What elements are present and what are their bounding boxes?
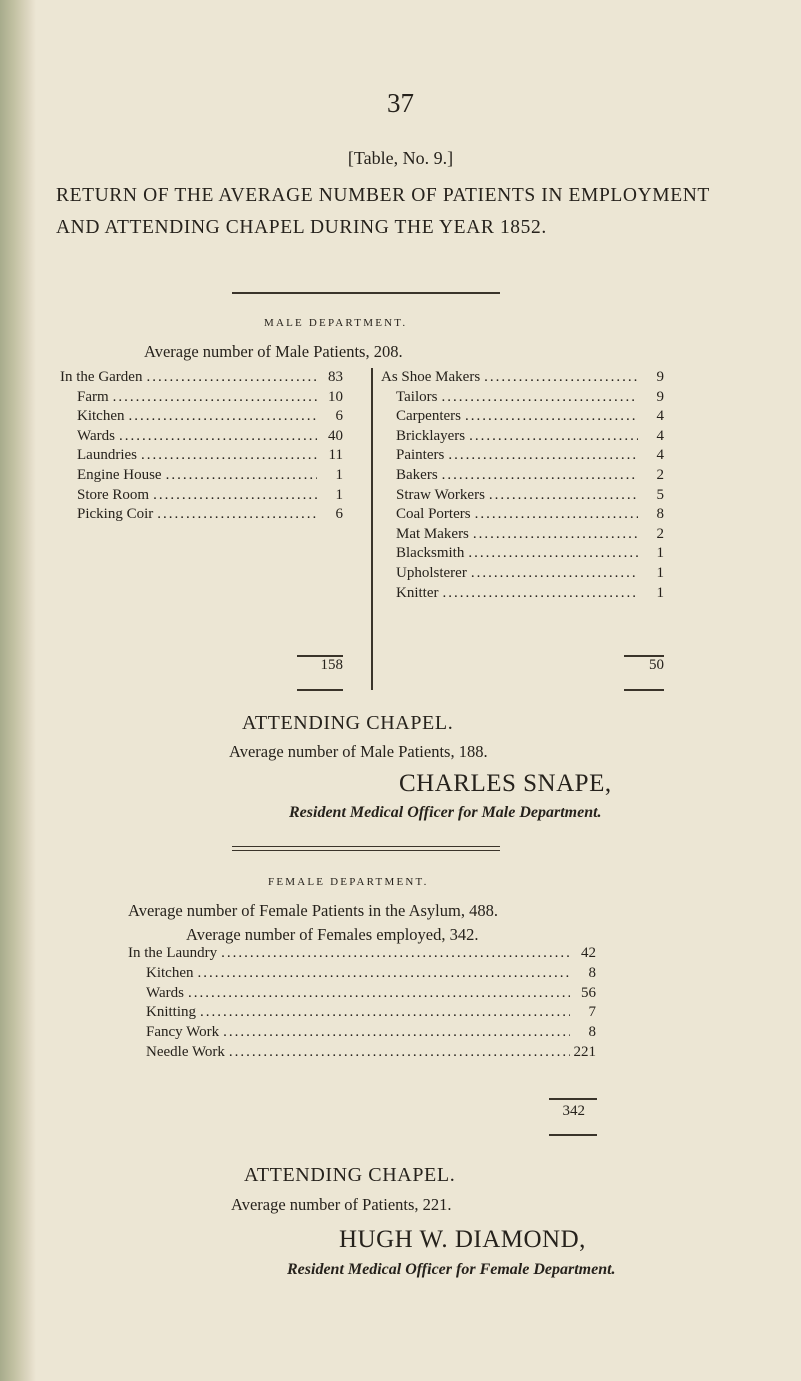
male-department-heading: MALE DEPARTMENT. (264, 317, 408, 329)
list-item (77, 428, 343, 448)
list-item (381, 369, 664, 389)
male-chapel-heading: ATTENDING CHAPEL. (242, 712, 454, 734)
item-label: Kitchen (146, 964, 194, 981)
list-item (396, 545, 664, 565)
list-item (396, 408, 664, 428)
female-officer-title: Resident Medical Officer for Female Department. (287, 1261, 616, 1278)
dot-leader (153, 487, 317, 504)
item-value: 1 (656, 565, 664, 581)
list-item (77, 487, 343, 507)
male-average-line: Average number of Male Patients, 208. (144, 342, 403, 361)
page-number: 37 (387, 88, 414, 118)
item-label: Kitchen (77, 408, 125, 425)
item-label: Knitting (146, 1004, 197, 1021)
dot-leader (443, 585, 639, 602)
department-double-rule-top (232, 846, 500, 847)
item-value: 221 (573, 1044, 596, 1060)
item-label: Store Room (77, 486, 150, 503)
item-label: As Shoe Makers (381, 369, 481, 385)
item-value: 5 (656, 486, 664, 503)
list-item (77, 467, 343, 487)
item-value: 10 (328, 388, 343, 405)
list-item (60, 369, 343, 389)
list-item (396, 467, 664, 487)
female-average-line: Average number of Female Patients in the Asylum, 488. (128, 901, 498, 920)
item-label: Straw Workers (396, 486, 485, 503)
dot-leader (223, 1024, 570, 1041)
item-value: 6 (335, 408, 343, 425)
female-total: 342 (562, 1103, 585, 1119)
dot-leader (489, 487, 638, 504)
item-value: 9 (656, 388, 664, 405)
item-value: 8 (656, 506, 664, 523)
item-value: 2 (656, 467, 664, 483)
dot-leader (146, 369, 317, 386)
list-item (396, 389, 664, 409)
title-rule (232, 292, 500, 294)
list-item (146, 1024, 596, 1044)
item-label: Picking Coir (77, 506, 154, 523)
dot-leader (229, 1044, 570, 1061)
item-label: In the Laundry (128, 945, 218, 961)
dot-leader (221, 945, 570, 962)
item-label: Upholsterer (396, 565, 467, 581)
item-label: Engine House (77, 467, 162, 483)
male-officer-title: Resident Medical Officer for Male Department. (289, 804, 602, 821)
list-item (77, 447, 343, 467)
dot-leader (484, 369, 638, 386)
department-double-rule-bottom (232, 850, 500, 851)
item-value: 8 (588, 964, 596, 981)
female-officer-name: HUGH W. DIAMOND, (339, 1226, 586, 1253)
dot-leader (475, 506, 638, 523)
item-label: Bricklayers (396, 427, 466, 444)
dot-leader (141, 447, 317, 464)
item-label: Carpenters (396, 408, 461, 425)
item-label: Mat Makers (396, 525, 469, 542)
dot-leader (471, 565, 638, 582)
item-label: Blacksmith (396, 545, 465, 562)
male-left-total-underline (297, 689, 343, 691)
list-item (146, 965, 596, 985)
item-label: Laundries (77, 447, 137, 464)
list-item (396, 428, 664, 448)
table-label: [Table, No. 9.] (347, 148, 454, 168)
female-department-heading: FEMALE DEPARTMENT. (268, 876, 429, 888)
male-right-total-underline (624, 689, 664, 691)
item-label: Fancy Work (146, 1024, 220, 1041)
dot-leader (448, 447, 638, 464)
female-chapel-line: Average number of Patients, 221. (231, 1195, 452, 1214)
item-label: Farm (77, 388, 109, 405)
page-edge-shadow (0, 0, 36, 1381)
list-item (77, 506, 343, 526)
item-value: 40 (328, 427, 343, 444)
list-item (146, 985, 596, 1005)
list-item (396, 585, 664, 605)
item-value: 8 (588, 1024, 596, 1041)
female-total-rule (549, 1098, 597, 1100)
male-officer-name: CHARLES SNAPE, (399, 770, 612, 797)
item-label: Tailors (396, 388, 438, 405)
list-item (77, 389, 343, 409)
item-label: Painters (396, 447, 445, 464)
list-item (77, 408, 343, 428)
female-chapel-heading: ATTENDING CHAPEL. (244, 1164, 456, 1186)
item-value: 1 (656, 545, 664, 562)
item-label: Coal Porters (396, 506, 471, 523)
list-item (146, 1004, 596, 1024)
dot-leader (166, 467, 317, 484)
item-value: 1 (335, 486, 343, 503)
dot-leader (197, 965, 570, 982)
dot-leader (188, 985, 570, 1002)
item-label: In the Garden (60, 369, 143, 385)
list-item (128, 945, 596, 965)
item-label: Wards (77, 427, 115, 444)
list-item (396, 526, 664, 546)
list-item (146, 1044, 596, 1064)
dot-leader (200, 1004, 570, 1021)
item-value: 4 (656, 427, 664, 444)
female-total-underline (549, 1134, 597, 1136)
item-label: Needle Work (146, 1044, 225, 1060)
list-item (396, 447, 664, 467)
male-chapel-line: Average number of Male Patients, 188. (229, 742, 488, 761)
dot-leader (113, 389, 317, 406)
dot-leader (465, 408, 638, 425)
item-value: 42 (581, 945, 596, 961)
list-item (396, 506, 664, 526)
document-title: RETURN OF THE AVERAGE NUMBER OF PATIENTS IN EMPLOYMENT AND ATTENDING CHAPEL DURING THE YEAR 1852. (56, 185, 710, 238)
item-label: Bakers (396, 467, 438, 483)
item-value: 1 (335, 467, 343, 483)
item-value: 2 (656, 525, 664, 542)
item-value: 56 (581, 984, 596, 1001)
item-value: 7 (588, 1004, 596, 1021)
list-item (396, 487, 664, 507)
item-value: 4 (656, 408, 664, 425)
item-value: 1 (656, 584, 664, 601)
column-divider (371, 368, 373, 690)
male-right-total: 50 (649, 657, 664, 673)
dot-leader (119, 428, 317, 445)
item-value: 9 (656, 369, 664, 385)
female-employed-line: Average number of Females employed, 342. (186, 925, 479, 944)
dot-leader (473, 526, 638, 543)
dot-leader (441, 389, 638, 406)
dot-leader (469, 428, 638, 445)
dot-leader (468, 545, 638, 562)
dot-leader (442, 467, 638, 484)
item-label: Knitter (396, 584, 439, 601)
item-value: 4 (656, 447, 664, 464)
item-value: 6 (335, 506, 343, 523)
item-value: 11 (328, 447, 343, 464)
dot-leader (157, 506, 317, 523)
item-label: Wards (146, 984, 184, 1001)
male-left-total: 158 (320, 657, 343, 673)
list-item (396, 565, 664, 585)
dot-leader (128, 408, 317, 425)
item-value: 83 (328, 369, 343, 385)
